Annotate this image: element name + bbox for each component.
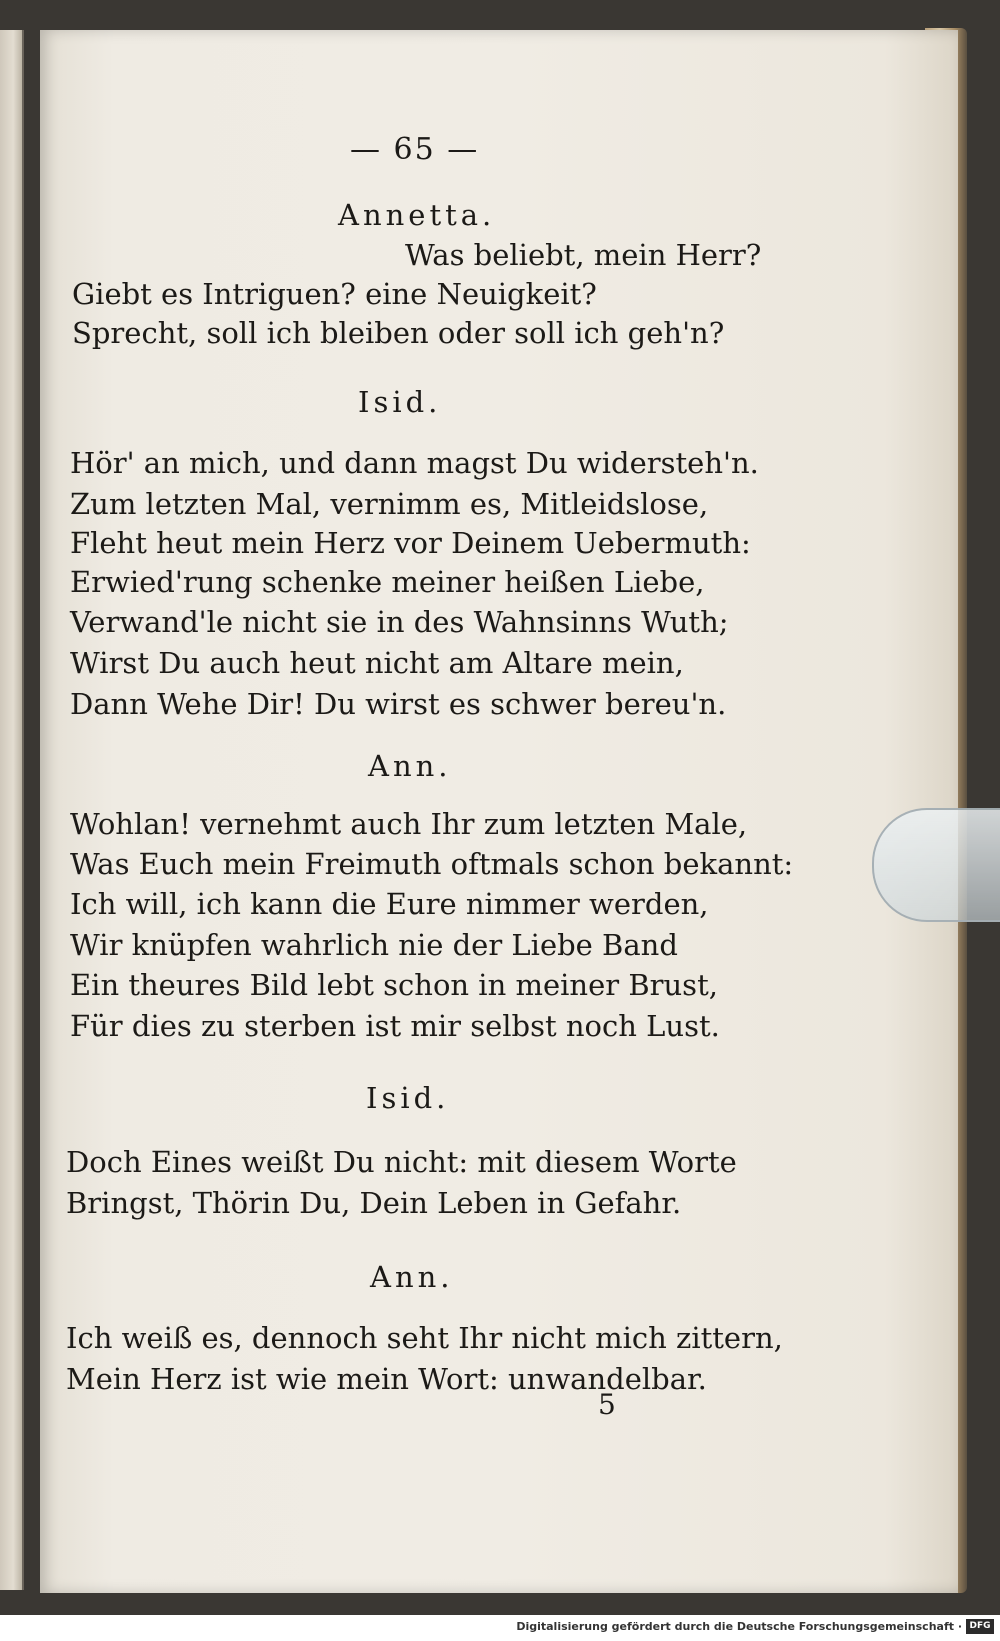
verse-line: Ich weiß es, dennoch seht Ihr nicht mich zittern, — [66, 1321, 783, 1355]
digitization-footer — [0, 1615, 1000, 1641]
verse-line: Erwied'rung schenke meiner heißen Liebe, — [70, 565, 705, 599]
verse-line: Bringst, Thörin Du, Dein Leben in Gefahr. — [66, 1186, 682, 1220]
verse-line: Giebt es Intriguen? eine Neuigkeit? — [72, 277, 597, 311]
verse-line: Was beliebt, mein Herr? — [405, 238, 762, 272]
speaker-label: Annetta. — [338, 198, 496, 232]
verse-line: Wirst Du auch heut nicht am Altare mein, — [70, 646, 684, 680]
speaker-label: Ann. — [368, 749, 452, 783]
speaker-label: Isid. — [358, 385, 442, 419]
verse-line: Ein theures Bild lebt schon in meiner Brust, — [70, 968, 718, 1002]
speaker-label: Ann. — [370, 1260, 454, 1294]
verse-line: Für dies zu sterben ist mir selbst noch Lust. — [70, 1009, 720, 1043]
glass-page-clamp — [872, 808, 1000, 922]
verse-line: Wir knüpfen wahrlich nie der Liebe Band — [70, 928, 678, 962]
speaker-label: Isid. — [366, 1081, 450, 1115]
verse-line: Was Euch mein Freimuth oftmals schon bekannt: — [70, 847, 794, 881]
verse-line: Dann Wehe Dir! Du wirst es schwer bereu'n. — [70, 687, 727, 721]
signature-mark: 5 — [598, 1388, 616, 1421]
dfg-logo-icon: DFG — [966, 1619, 994, 1634]
verse-line: Mein Herz ist wie mein Wort: unwandelbar. — [66, 1362, 707, 1396]
verse-line: Doch Eines weißt Du nicht: mit diesem Worte — [66, 1145, 737, 1179]
verse-line: Ich will, ich kann die Eure nimmer werden, — [70, 887, 709, 921]
verse-line: Sprecht, soll ich bleiben oder soll ich geh'n? — [72, 316, 725, 350]
verse-line: Wohlan! vernehmt auch Ihr zum letzten Male, — [70, 807, 748, 841]
verse-line: Hör' an mich, und dann magst Du widersteh'n. — [70, 446, 759, 480]
page-number: — 65 — — [350, 132, 480, 167]
verse-line: Zum letzten Mal, vernimm es, Mitleidslose, — [70, 487, 709, 521]
verse-line: Fleht heut mein Herz vor Deinem Uebermuth: — [70, 526, 751, 560]
footer-credit: Digitalisierung gefördert durch die Deutsche Forschungsgemeinschaft · — [516, 1620, 962, 1633]
verse-line: Verwand'le nicht sie in des Wahnsinns Wuth; — [70, 605, 729, 639]
